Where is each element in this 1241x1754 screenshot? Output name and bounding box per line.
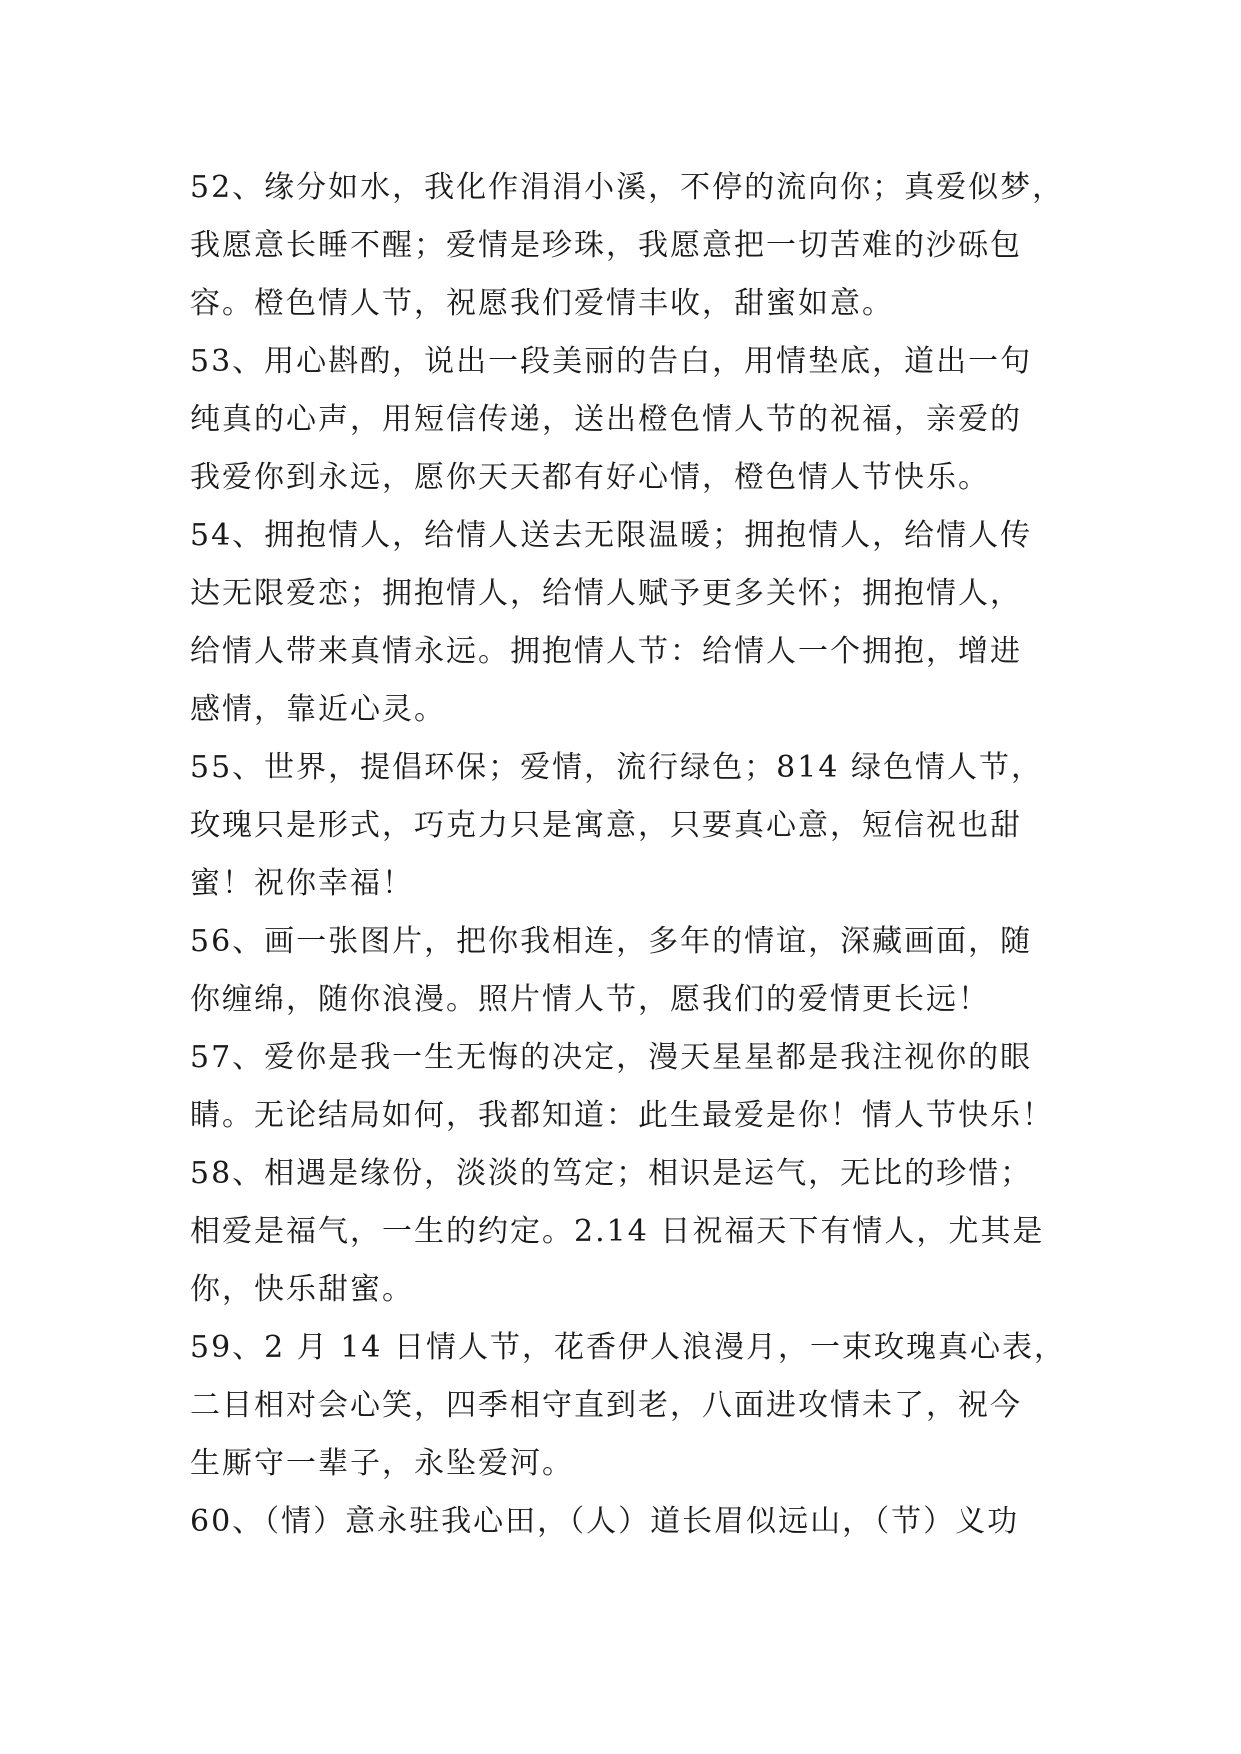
text-line: 给情人带来真情永远。拥抱情人节：给情人一个拥抱，增进 xyxy=(190,634,1022,669)
text-line: 睛。无论结局如何，我都知道：此生最爱是你！情人节快乐！ xyxy=(190,1098,1054,1133)
text-line: 达无限爱恋；拥抱情人，给情人赋予更多关怀；拥抱情人， xyxy=(190,576,1022,611)
text-line: 55、世界，提倡环保；爱情，流行绿色；814 绿色情人节， xyxy=(190,750,1043,785)
text-line: 56、画一张图片，把你我相连，多年的情谊，深藏画面，随 xyxy=(190,924,1033,959)
text-line: 感情，靠近心灵。 xyxy=(190,692,446,727)
text-line: 蜜！祝你幸福！ xyxy=(190,866,414,901)
text-line: 纯真的心声，用短信传递，送出橙色情人节的祝福，亲爱的 xyxy=(190,402,1022,437)
text-line: 容。橙色情人节，祝愿我们爱情丰收，甜蜜如意。 xyxy=(190,286,894,321)
text-line: 57、爱你是我一生无悔的决定，漫天星星都是我注视你的眼 xyxy=(190,1040,1033,1075)
text-line: 60、（情）意永驻我心田，（人）道长眉似远山，（节）义功 xyxy=(190,1504,1020,1539)
text-line: 二目相对会心笑，四季相守直到老，八面进攻情未了，祝今 xyxy=(190,1388,1022,1423)
text-line: 54、拥抱情人，给情人送去无限温暖；拥抱情人，给情人传 xyxy=(190,518,1033,553)
text-line: 玫瑰只是形式，巧克力只是寓意，只要真心意，短信祝也甜 xyxy=(190,808,1022,843)
text-line: 你，快乐甜蜜。 xyxy=(190,1272,414,1307)
text-line: 你缠绵，随你浪漫。照片情人节，愿我们的爱情更长远！ xyxy=(190,982,990,1017)
text-line: 我爱你到永远，愿你天天都有好心情，橙色情人节快乐。 xyxy=(190,460,990,495)
text-line: 52、缘分如水，我化作涓涓小溪，不停的流向你；真爱似梦， xyxy=(190,170,1065,205)
text-line: 我愿意长睡不醒；爱情是珍珠，我愿意把一切苦难的沙砾包 xyxy=(190,228,1022,263)
text-line: 53、用心斟酌，说出一段美丽的告白，用情垫底，道出一句 xyxy=(190,344,1033,379)
text-line: 相爱是福气，一生的约定。2.14 日祝福天下有情人，尤其是 xyxy=(190,1214,1045,1249)
text-line: 生厮守一辈子，永坠爱河。 xyxy=(190,1446,574,1481)
text-line: 59、2 月 14 日情人节，花香伊人浪漫月，一束玫瑰真心表， xyxy=(190,1330,1067,1365)
text-line: 58、相遇是缘份，淡淡的笃定；相识是运气，无比的珍惜； xyxy=(190,1156,1033,1191)
